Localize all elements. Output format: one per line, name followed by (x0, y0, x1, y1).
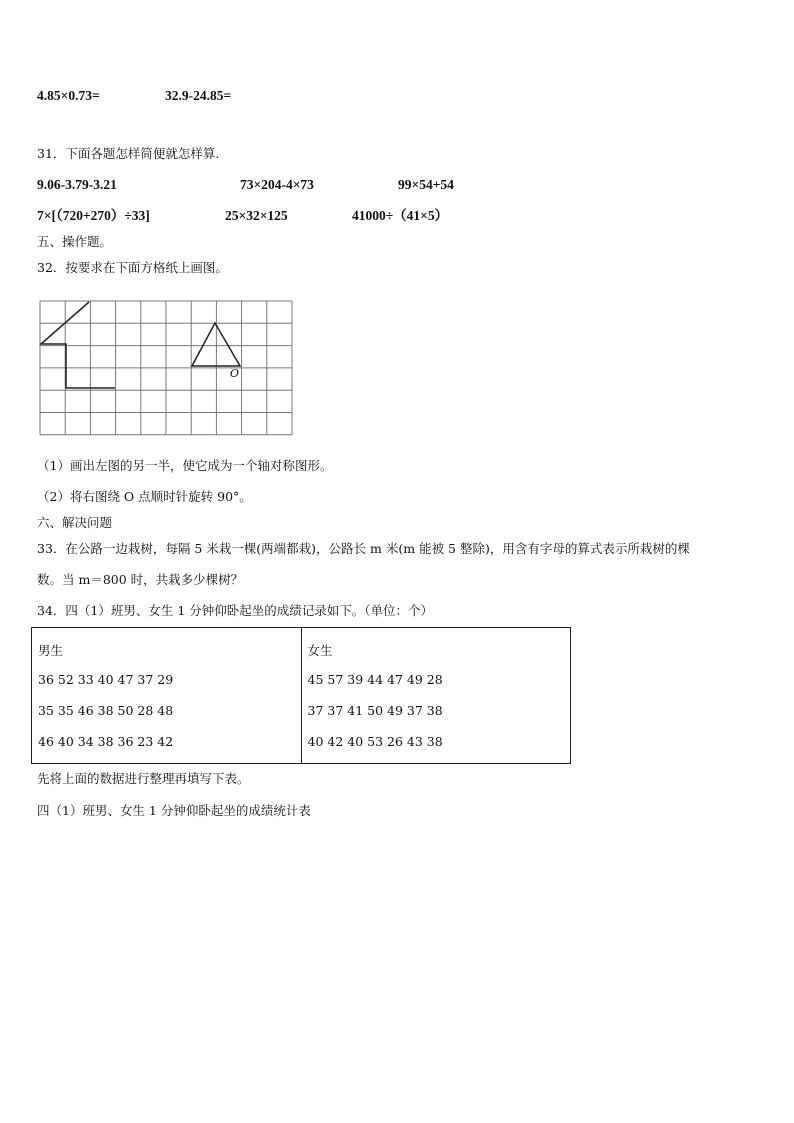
q33-line2: 数。当 m＝800 时，共栽多少棵树？ (37, 572, 244, 587)
q31-expr-6: 41000÷（41×5） (352, 208, 449, 223)
q31-expr-5: 25×32×125 (225, 208, 288, 223)
point-o-label: O (230, 367, 240, 380)
q34-prompt: 34．四（1）班男、女生 1 分钟仰卧起坐的成绩记录如下。（单位：个） (37, 603, 434, 618)
q31-expr-2: 73×204-4×73 (240, 177, 314, 192)
girls-row: 45 57 39 44 47 49 28 (307, 672, 443, 687)
boys-cell (32, 628, 302, 764)
q31-prompt: 31．下面各题怎样简便就怎样算. (37, 146, 220, 161)
girls-cell (301, 628, 571, 764)
girls-row: 37 37 41 50 49 37 38 (307, 703, 443, 718)
left-half-figure (41, 302, 115, 388)
girls-row: 40 42 40 53 26 43 38 (307, 734, 443, 749)
boys-row: 36 52 33 40 47 37 29 (38, 672, 174, 687)
grid-paper (39, 300, 295, 436)
section5-heading: 五、操作题。 (37, 234, 113, 249)
q34-instruction: 先将上面的数据进行整理再填写下表。 (37, 771, 250, 786)
q34-table-title: 四（1）班男、女生 1 分钟仰卧起坐的成绩统计表 (37, 803, 311, 818)
calc-item-2: 32.9-24.85= (165, 88, 232, 103)
boys-row: 46 40 34 38 36 23 42 (38, 734, 174, 749)
boys-header: 男生 (38, 643, 64, 658)
q32-sub2: （2）将右图绕 O 点顺时针旋转 90°。 (37, 489, 252, 504)
q31-expr-4: 7×[（720+270）÷33] (37, 208, 150, 223)
q33-line1: 33．在公路一边栽树，每隔 5 米栽一棵(两端都栽)，公路长 m 米(m 能被 5 整除)，用含有字母的算式表示所栽树的棵 (37, 541, 690, 556)
boys-row: 35 35 46 38 50 28 48 (38, 703, 174, 718)
calc-item-1: 4.85×0.73= (37, 88, 100, 103)
girls-header: 女生 (307, 643, 333, 658)
section6-heading: 六、解决问题 (37, 515, 113, 530)
scores-record-table (31, 627, 571, 764)
q32-sub1: （1）画出左图的另一半，使它成为一个轴对称图形。 (37, 458, 333, 473)
q31-expr-1: 9.06-3.79-3.21 (37, 177, 117, 192)
q31-expr-3: 99×54+54 (398, 177, 454, 192)
q32-prompt: 32．按要求在下面方格纸上画图。 (37, 260, 228, 275)
